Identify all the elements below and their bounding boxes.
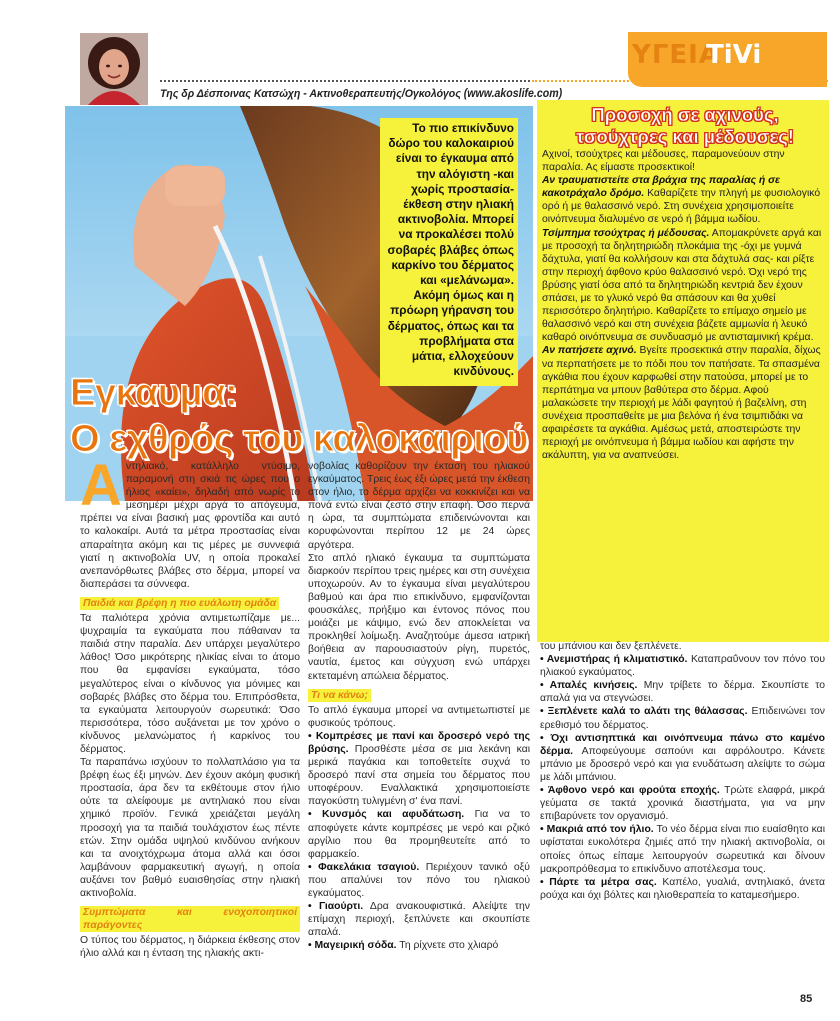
bullet-text: Για να το αποφύγετε κάντε κομπρέσες με νερό και ρζικό αργίλιο που θα προμηθευτείτε από το φαρμακείο. (308, 809, 530, 860)
bullet-title: • Απαλές κινήσεις. (540, 680, 638, 692)
sidebox-title: Προσοχή σε αχινούς, τσούχτρες και μέδουσες! (576, 104, 794, 147)
section-label: ΥΓΕΙΑ (632, 40, 720, 70)
bullet-title: • Πάρτε τα μέτρα σας. (540, 876, 657, 888)
bullet-title: • Φακελάκια τσαγιού. (308, 861, 420, 873)
list-item (308, 861, 530, 900)
list-item (308, 730, 530, 809)
bullet-title: • Όχι αντισηπτικά και οινόπνευμα πάνω στο καμένο δέρμα. (540, 732, 825, 757)
title-line-2: Ο εχθρός του καλοκαιριού (70, 418, 528, 460)
pull-quote: Το πιο επικίνδυνο δώρο του καλοκαιριού είναι το έγκαυμα από την αλόγιστη -και χωρίς προστασία- έκθεση στην ηλιακή ακτινοβολία. Μπορεί να προκαλέσει πολύ σοβαρές βλάβες όπως καρκίνο του δέρματος και «μελάνωμα». Ακόμη όμως και η πρόωρη γήρανση του δέρματος, όπως και τα προβλήματα στα μάτια, ελλοχεύουν κινδύνους. (387, 121, 514, 379)
bullet-text: Καπέλο, γυαλιά, αντηλιακό, άνετα ρούχα και όχι βόλτες και ηλιοθεραπεία το καταμεσήμερο. (540, 876, 826, 901)
page-number: 85 (800, 993, 813, 1005)
sidebox-subheading: Τσίμπημα τσούχτρας ή μέδουσας. (542, 227, 710, 239)
paragraph: Απομακρύνετε αργά και με προσοχή τα δηλητηριώδη πλοκάμια της -όχι με γυμνά δάχτυλα, γιατί θα κολλήσουν και στα δάχτυλά σας- και ρίξτε στην περιοχή άφθονο κρύο θαλασσινό νερό. Όχι νερό της βρύσης γιατί όσα από τα δηλητηριώδη κεντριά δεν έχουν σπάσει, με το γλυκό νερό θα σπάσουν και θα χυθεί περισσότερο δηλητήριο. Καθαρίζετε το επίμαχο σημείο με θαλασσινό νερό και στη συνέχεια βάζετε αμμωνία ή λευκό καθαρό οινόπνευμα σε συνδυασμό με αντισταμινική κρέμα. (542, 227, 822, 344)
brand-logo: TiVi (706, 40, 762, 70)
list-item (540, 679, 825, 705)
bullet-text: Καταπραΰνουν τον πόνο του ηλιακού εγκαύματος. (540, 654, 826, 679)
bullet-text: Αποφεύγουμε σαπούνι και αφρόλουτρο. Κάνετε μπάνιο με δροσερό νερό και για ενυδάτωση αλείψτε το σώμα με λάδι μπάνιου. (540, 745, 825, 783)
title-line-1: Εγκαυμα: (70, 372, 238, 414)
paragraph: Το απλό έγκαυμα μπορεί να αντιμετωπιστεί με φυσικούς τρόπους. (308, 704, 530, 729)
sidebox-subheading: Αν τραυματιστείτε στα βράχια της παραλίας ή σε κακοτράχαλο δρόμο. (542, 175, 781, 200)
paragraph: Τα παραπάνω ισχύουν το πολλαπλάσιο για τα βρέφη έως έξι μηνών. Δεν έχουν ακόμη φυσική προστασία, άρα δεν τα εκθέτουμε στον ήλιο ούτε τα αλείφουμε με αντηλιακό που είναι χημικό προϊόν. Γενικά χρειάζεται μεγάλη προσοχή για τα παιδιά τουλάχιστον έως πέντε ετών. Στην ομάδα υψηλού κινδύνου ανήκουν και τα ανοιχτόχρωμα άτομα αλλά και όσοι λαμβάνουν φαρμακευτική αγωγή, η οποία αυξάνει τον βαθμό ευαισθησίας στην ηλιακή ακτινοβολία. (80, 757, 300, 899)
paragraph: Αχινοί, τσούχτρες και μέδουσες, παραμονεύουν στην παραλία. Ας είμαστε προσεκτικοί! (542, 149, 785, 174)
section-heading: Παιδιά και βρέφη η πιο ευάλωτη ομάδα (80, 597, 279, 610)
column-1 (80, 453, 300, 960)
bullet-title: • Άφθονο νερό και φρούτα εποχής. (540, 785, 720, 797)
bullet-title: • Ανεμιστήρας ή κλιματιστικό. (540, 654, 688, 666)
column-2 (308, 460, 530, 952)
drop-cap: Α (80, 453, 122, 518)
paragraph: του μπάνιου και δεν ξεπλένετε. (540, 641, 682, 652)
divider (532, 80, 828, 82)
bullet-title: • Γιαούρτι. (308, 901, 364, 913)
list-item (540, 732, 825, 784)
bullet-title: • Ξεπλένετε καλά το αλάτι της θάλασσας. (540, 706, 748, 718)
intro-paragraph: ντηλιακό, κατάλληλο ντύσιμο, παραμονή στη σκιά τις ώρες που ο ήλιος «καίει», δηλαδή από νωρίς το μεσημέρι μέχρι αργά το απόγευμα, πρέπει να είναι βασική μας φροντίδα και αυτό το καλοκαίρι. Αυτά τα μέτρα προστασίας είναι απαραίτητα ακόμη και τις μέρες με συννεφιά γιατί η ακτινοβολία UV, η οποία προκαλεί ανεπανόρθωτες βλάβες στο δέρμα, μπορεί να διαπεράσει τα σύννεφα. (80, 461, 300, 590)
bullet-text: Μην τρίβετε το δέρμα. Σκουπίστε το απαλά για να στεγνώσει. (540, 680, 825, 705)
paragraph: Στο απλό ηλιακό έγκαυμα τα συμπτώματα διαρκούν περίπου τρεις ημέρες και στη συνέχεια υποχωρούν. Αν το έγκαυμα είναι μεγαλύτερου βαθμού και άρα πιο επικίνδυνο, εμφανίζονται φουσκάλες, πρήξιμο και έντονος πόνος που μοιάζει με κάψιμο, ενώ δεν αποκλείεται να προκληθεί λοίμωξη. Αναζητούμε άμεσα ιατρική βοήθεια αν παρουσιαστούν ρίγη, πυρετός, ναυτία, έμετος και σύγχυση ενώ υπάρχει εκτεταμένη απώλεια δέρματος. (308, 552, 530, 682)
section-heading: Συμπτώματα και ενοχοποιητικοί παράγοντες (80, 906, 300, 932)
bullet-text: Προσθέστε μέσα σε μια λεκάνη και μερικά παγάκια και τοποθετείτε συχνά το δροσερό πανί στα σημεία του δέρματος που υποφέρουν. Εναλλακτικά χρησιμοποιείστε παγοκύστη τυλιγμένη σ' ένα πανί. (308, 743, 531, 808)
list-item (540, 705, 825, 731)
list-item (308, 900, 530, 939)
divider (160, 80, 530, 82)
list-item (540, 653, 825, 679)
list-item (308, 939, 530, 952)
paragraph: Βγείτε προσεκτικά στην παραλία, δίχως να περπατήσετε με το πόδι που τον πατήσατε. Τα σπασμένα αγκάθια που έχουν καρφωθεί στην πατούσα, μπορεί με το περπάτημα να μπουν βαθύτερα στο δέρμα. Αφού μαλακώσετε την περιοχή με λάδι φαγητού ή βαζελίνη, στη συνέχεια προσπαθείτε με μια βελόνα ή ένα τσιμπιδάκι να αφαιρέσετε τα αγκάθια. Αμέσως μετά, αποστειρώστε την περιοχή με οινόπνευμα ή βάμμα ιωδίου και αφήστε την ακάλυπτη, για να αναπνεύσει. (542, 345, 821, 462)
bullet-text: Τη ρίχνετε στο χλιαρό (399, 940, 499, 952)
list-item (540, 823, 825, 875)
list-item (308, 808, 530, 860)
section-heading: Τι να κάνω; (308, 689, 371, 702)
paragraph: νοβολίας καθορίζουν την έκταση του ηλιακού εγκαύματος. Τρεις έως έξι ώρες μετά την έκθεση στον ήλιο, το δέρμα αρχίζει να κοκκινίζει και να πονά εντώ είναι ζεστό στην επαφή. Όσο περνά η ώρα, τα συμπτώματα επιδεινώνονται και κορυφώνονται περίπου 12 με 24 ώρες αργότερα. (308, 461, 530, 551)
byline: Της δρ Δέσποινας Κατσώχη - Ακτινοθεραπευτής/Ογκολόγος (www.akoslife.com) (160, 88, 563, 100)
sidebox-subheading: Αν πατήσετε αχινό. (542, 345, 637, 357)
paragraph: Ο τύπος του δέρματος, η διάρκεια έκθεσης στον ήλιο αλλά και η ένταση της ηλιακής ακτι- (80, 935, 300, 960)
bullet-title: • Κομπρέσες με πανί και δροσερό νερό της βρύσης. (308, 730, 530, 755)
list-item (540, 876, 825, 902)
paragraph: Τα παλιότερα χρόνια αντιμετωπίζαμε με... ψυχραιμία τα εγκαύματα που πάθαιναν τα παιδιά στην παραλία. Δεν υπάρχει μεγαλύτερο λάθος! Όσο μικρότερης ηλικίας είναι το άτομο που θα εμφανίσει εγκαύματα, τόσο μεγαλύτερος είναι ο κίνδυνος για μόνιμες και σοβαρές βλάβες στο δέρμα του. Επιπρόσθετα, τα εγκαύματα λειτουργούν σωρευτικά: Όσο περισσότερα, τόσο αυξάνεται με τον χρόνο ο κίνδυνος μελανώματος ή καρκίνος του δέρματος. (80, 613, 300, 755)
article-title (70, 370, 528, 462)
bullet-text: Δρα ανακουφιστικά. Αλείψτε την επίμαχη περιοχή, ξεπλύνετε και σκουπίστε απαλά. (308, 901, 531, 939)
column-3 (540, 640, 825, 902)
bullet-text: Το νέο δέρμα είναι πιο ευαίσθητο και υφίσταται ευκολότερα ζημιές από την ηλιακή ακτινοβολία, οι οποίες όπως είπαμε λειτουργούν σωρευτικά και δίνουν μακροπρόθεσμα το επικίνδυνο αποτέλεσμα τους. (540, 824, 826, 875)
author-photo (80, 33, 148, 105)
sidebox-body (542, 148, 824, 462)
list-item (540, 784, 825, 823)
bullet-text: Περιέχουν τανικό οξύ που απαλύνει τον πόνο του ηλιακού εγκαύματος. (308, 861, 530, 899)
bullet-title: • Κυνσμός και αφυδάτωση. (308, 809, 465, 821)
paragraph: Καθαρίζετε την πληγή με φυσιολογικό ορό ή με θαλασσινό νερό. Στη συνέχεια χρησιμοποιείτε οινόπνευμα διαλυμένο σε νερό ή βάμμα ιωδίου. (542, 188, 821, 226)
bullet-text: Τρώτε ελαφρά, μικρά γεύματα σε τακτά χρονικά διαστήματα, για να μην επιβαρύνετε τον οργανισμό. (540, 785, 825, 823)
bullet-title: • Μακριά από τον ήλιο. (540, 824, 654, 836)
bullet-text: Επιδεινώνει τον ερεθισμό του δέρματος. (540, 706, 825, 731)
bullet-title: • Μαγειρική σόδα. (308, 940, 397, 952)
